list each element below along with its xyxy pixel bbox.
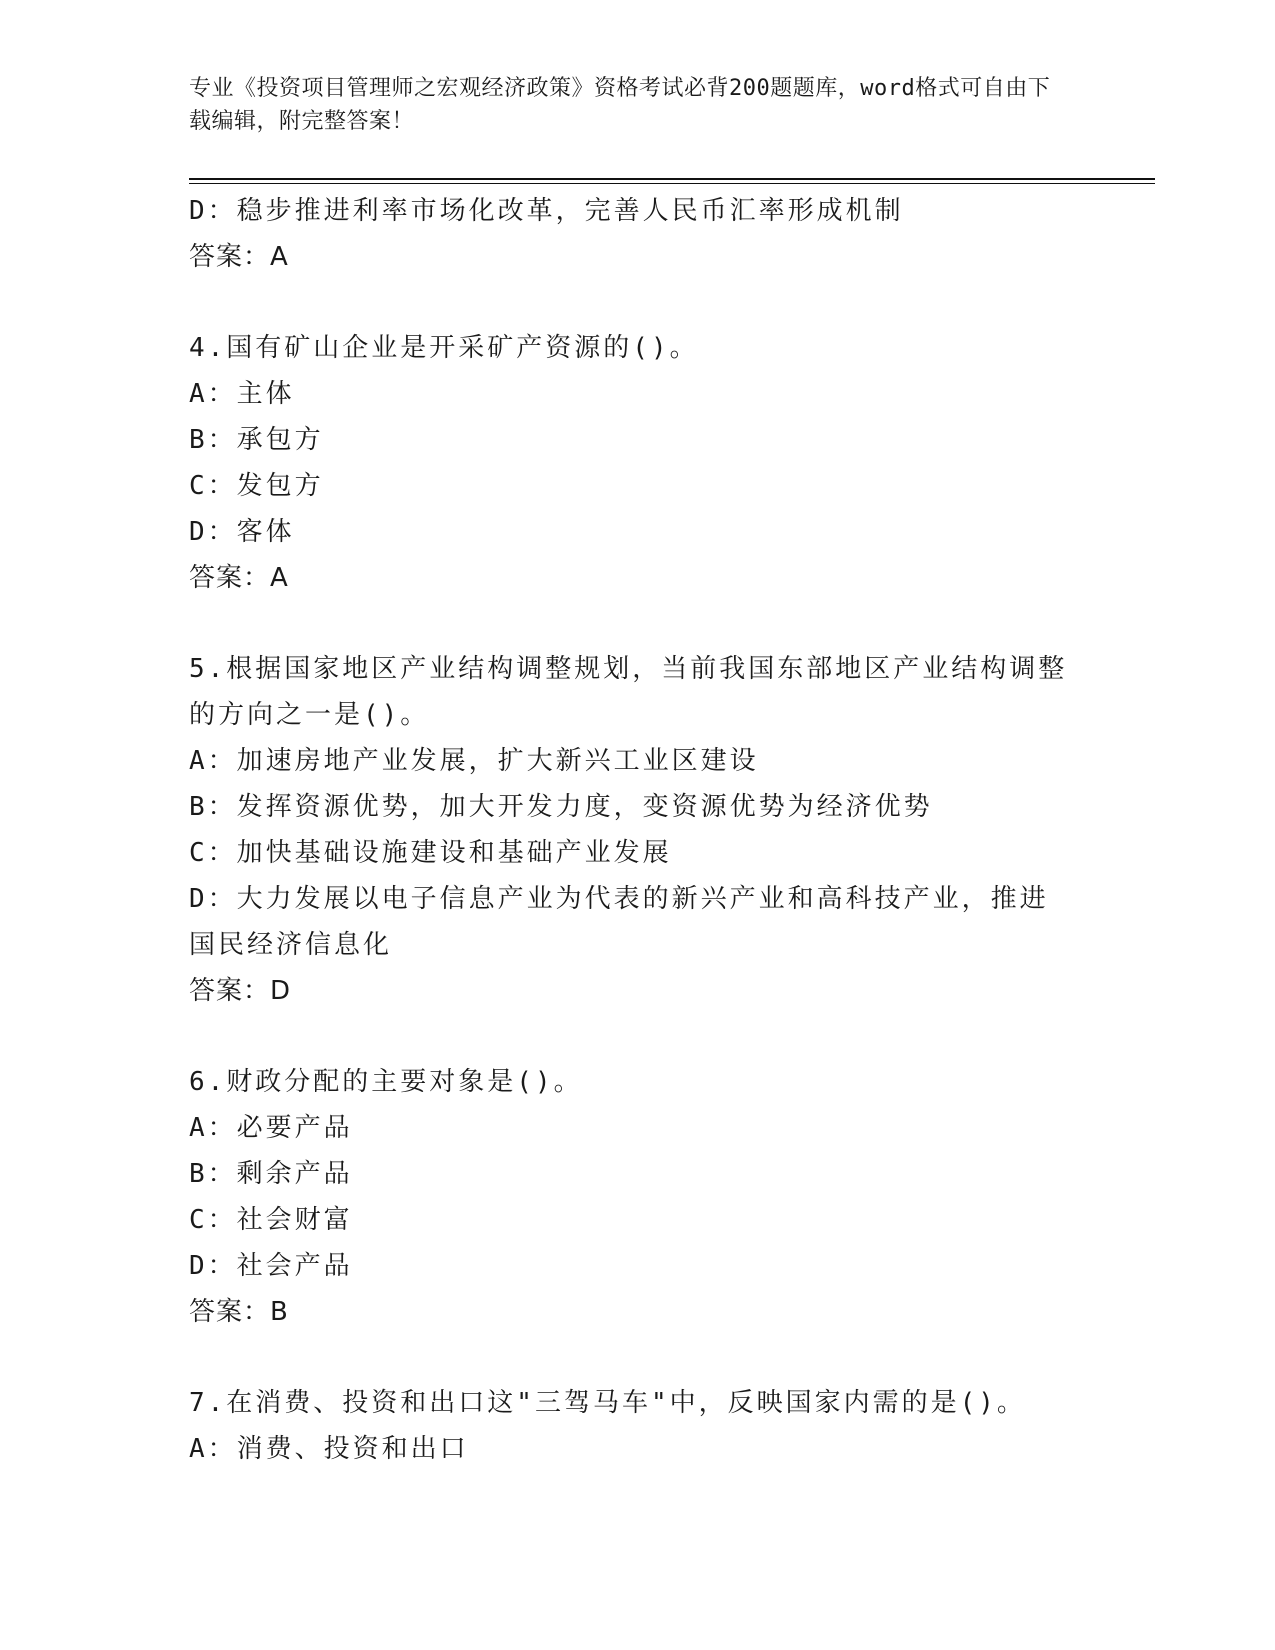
answer-line: 答案：D — [189, 976, 292, 1006]
option-c: C：发包方 — [189, 471, 324, 501]
header-rule-thin — [189, 183, 1155, 184]
option-a: A：消费、投资和出口 — [189, 1434, 469, 1464]
option-b: B：承包方 — [189, 425, 324, 455]
header-rule-thick — [189, 178, 1155, 180]
option-d: D：大力发展以电子信息产业为代表的新兴产业和高科技产业，推进国民经济信息化 — [189, 884, 1049, 960]
option-b: B：剩余产品 — [189, 1159, 353, 1189]
spacer — [189, 280, 1089, 325]
question-stem: 5.根据国家地区产业结构调整规划，当前我国东部地区产业结构调整的方向之一是()。 — [189, 654, 1068, 730]
option-a: A：加速房地产业发展，扩大新兴工业区建设 — [189, 746, 759, 776]
question-stem: 4.国有矿山企业是开采矿产资源的()。 — [189, 333, 699, 363]
option-d: D：社会产品 — [189, 1251, 353, 1281]
option-d: D：稳步推进利率市场化改革，完善人民币汇率形成机制 — [189, 196, 904, 226]
question-content — [189, 188, 1089, 1472]
question-stem: 7.在消费、投资和出口这"三驾马车"中，反映国家内需的是()。 — [189, 1388, 1026, 1418]
spacer — [189, 601, 1089, 646]
option-c: C：社会财富 — [189, 1205, 353, 1235]
answer-line: 答案：A — [189, 563, 289, 593]
answer-line: 答案：A — [189, 242, 289, 272]
option-a: A：主体 — [189, 379, 295, 409]
spacer — [189, 1014, 1089, 1059]
option-d: D：客体 — [189, 517, 295, 547]
document-header: 专业《投资项目管理师之宏观经济政策》资格考试必背200题题库，word格式可自由下载编辑，附完整答案！ — [189, 76, 1051, 134]
answer-line: 答案：B — [189, 1297, 289, 1327]
option-b: B：发挥资源优势，加大开发力度，变资源优势为经济优势 — [189, 792, 933, 822]
option-a: A：必要产品 — [189, 1113, 353, 1143]
question-stem: 6.财政分配的主要对象是()。 — [189, 1067, 583, 1097]
option-c: C：加快基础设施建设和基础产业发展 — [189, 838, 672, 868]
spacer — [189, 1335, 1089, 1380]
